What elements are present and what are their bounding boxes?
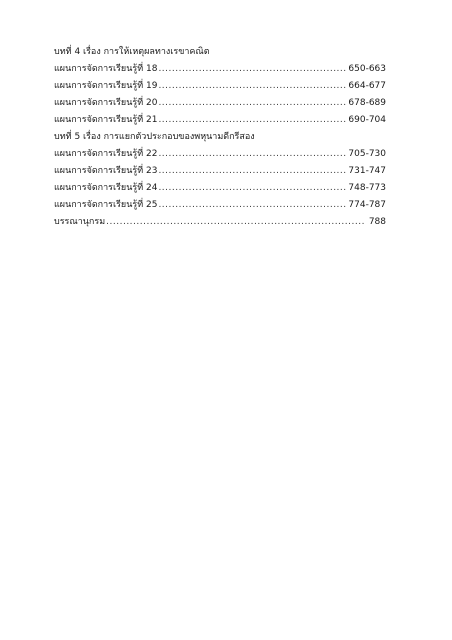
entry-label: บรรณานุกรม: [54, 217, 106, 227]
table-of-contents: [54, 44, 386, 231]
toc-entry: [54, 61, 386, 78]
toc-entry: [54, 197, 386, 214]
toc-entry: [54, 180, 386, 197]
entry-pages: 678-689: [348, 98, 386, 108]
dot-leader: [158, 78, 347, 95]
entry-pages: 650-663: [348, 64, 386, 74]
dot-leader: [158, 61, 347, 78]
entry-pages: 690-704: [348, 115, 386, 125]
entry-label: แผนการจัดการเรียนรู้ที่ 25: [54, 200, 158, 210]
entry-label: แผนการจัดการเรียนรู้ที่ 24: [54, 183, 158, 193]
chapter-heading: บทที่ 4 เรื่อง การให้เหตุผลทางเรขาคณิต: [54, 47, 210, 57]
toc-entry: [54, 163, 386, 180]
dot-leader: [158, 95, 347, 112]
dot-leader: [158, 163, 347, 180]
dot-leader: [158, 112, 347, 129]
toc-entry: [54, 78, 386, 95]
entry-label: แผนการจัดการเรียนรู้ที่ 22: [54, 149, 158, 159]
dot-leader: [158, 180, 347, 197]
entry-pages: 774-787: [348, 200, 386, 210]
chapter-heading: บทที่ 5 เรื่อง การแยกตัวประกอบของพหุนามดีกรีสอง: [54, 132, 255, 142]
entry-pages: 664-677: [348, 81, 386, 91]
bibliography-entry: [54, 214, 386, 231]
entry-label: แผนการจัดการเรียนรู้ที่ 19: [54, 81, 158, 91]
toc-entry: [54, 146, 386, 163]
entry-label: แผนการจัดการเรียนรู้ที่ 20: [54, 98, 158, 108]
entry-label: แผนการจัดการเรียนรู้ที่ 18: [54, 64, 158, 74]
dot-leader: [106, 214, 364, 231]
toc-entry: [54, 112, 386, 129]
dot-leader: [158, 197, 347, 214]
entry-label: แผนการจัดการเรียนรู้ที่ 21: [54, 115, 158, 125]
entry-pages: 731-747: [348, 166, 386, 176]
entry-label: แผนการจัดการเรียนรู้ที่ 23: [54, 166, 158, 176]
entry-pages: 705-730: [348, 149, 386, 159]
entry-pages: 748-773: [348, 183, 386, 193]
toc-entry: [54, 95, 386, 112]
dot-leader: [158, 146, 347, 163]
entry-pages: 788: [368, 217, 386, 227]
